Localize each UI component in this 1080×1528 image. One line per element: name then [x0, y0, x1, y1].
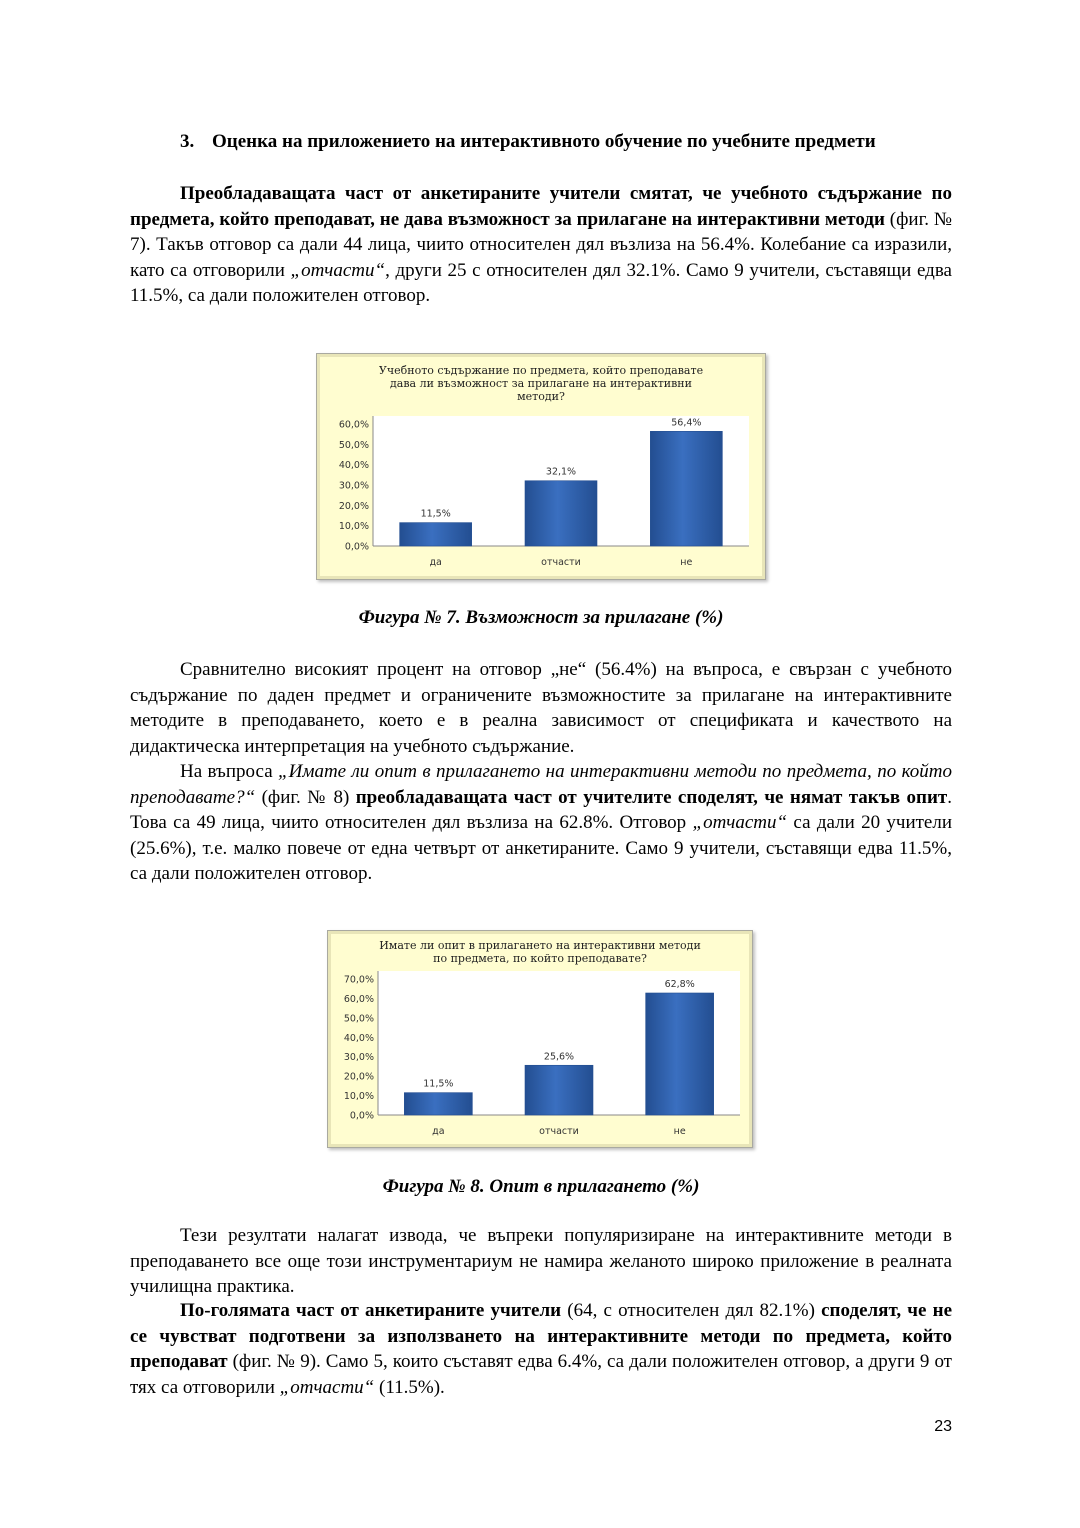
paragraph-4 [130, 1223, 952, 1300]
fig7-y-tick-label: 0,0% [344, 541, 369, 553]
paragraph-3-text-a: На въпроса [180, 761, 279, 782]
fig8-bar-0 [404, 1093, 472, 1115]
fig8-title-line: Имате ли опит в прилагането на интерактивни методи [379, 939, 701, 952]
section-title: Оценка на приложението на интерактивното обучение по учебните предмети [212, 131, 876, 152]
paragraph-4-text: Тези резултати налагат извода, че въпреки популяризиране на интерактивните методи в преподаването все още този инструментариум не намира желаното широко приложение в реалната училищна практика. [130, 1225, 952, 1297]
fig7-x-tick-label-2: не [680, 557, 693, 568]
paragraph-1-text-a: (фиг. № 7). Такъв отговор са дали 44 лица, чиито относителен дял възлиза на 56.4%. Колебание са изразили, като са отговорили [130, 208, 953, 281]
page-number: 23 [934, 1418, 952, 1435]
paragraph-3-italic-answer: „отчасти“ [692, 812, 788, 833]
fig8-data-label-1: 25,6% [543, 1051, 575, 1063]
fig8-x-tick-label-2: не [673, 1126, 686, 1137]
fig8-y-tick-label: 30,0% [343, 1052, 374, 1064]
fig8-y-tick-label: 40,0% [343, 1032, 374, 1044]
fig8-y-tick-label: 60,0% [343, 993, 374, 1005]
fig7-data-label-0: 11,5% [420, 508, 451, 520]
fig8-data-label-2: 62,8% [664, 978, 695, 990]
fig8-y-tick-label: 20,0% [343, 1071, 374, 1083]
fig7-data-label-1: 32,1% [545, 466, 577, 478]
paragraph-5-bold-a: По-голямата част от анкетираните учители [180, 1300, 562, 1321]
fig8-x-tick-label-1: отчасти [539, 1126, 579, 1137]
paragraph-3-text-b: (фиг. № 8) [255, 786, 356, 808]
fig7-y-tick-label: 20,0% [338, 500, 369, 512]
figure-8-plot [328, 931, 752, 1147]
figure-8-caption: Фигура № 8. Опит в прилагането (%) [382, 1176, 700, 1197]
paragraph-5-bold-b: споделят, че не се чувстват подготвени за използването на интерактивните методи по предмета, който преподават [130, 1300, 953, 1372]
paragraph-1-italic: „отчасти“ [290, 259, 386, 281]
fig7-y-tick-label: 60,0% [338, 419, 369, 431]
paragraph-1-bold: Преобладаващата част от анкетираните учители смятат, че учебното съдържание по предмета, който преподават, не дава възможност за прилагане на интерактивни методи [130, 183, 952, 230]
paragraph-3-text-c: . Това са 49 лица, чиито относителен дял възлиза на 62.8%. Отговор [130, 786, 952, 833]
paragraph-3-text-d: са дали 20 учители (25.6%), т.е. малко повече от една четвърт от анкетираните. Само 9 учители, съставящи едва 11.5%, са дали положителен отговор. [130, 812, 953, 884]
fig8-bar-2 [646, 993, 714, 1115]
fig7-title-line: дава ли възможност за прилагане на интерактивни [390, 377, 692, 390]
fig7-title-line: Учебното съдържание по предмета, който преподавате [378, 364, 704, 377]
fig7-data-label-2: 56,4% [671, 417, 702, 429]
fig8-y-tick-label: 70,0% [343, 974, 374, 986]
paragraph-2 [130, 657, 952, 759]
paragraph-5 [130, 1298, 952, 1400]
fig7-x-tick-label-1: отчасти [541, 557, 581, 568]
paragraph-3-bold: преобладаващата част от учителите споделят, че нямат такъв опит [355, 786, 948, 808]
fig8-bar-1 [525, 1065, 593, 1115]
paragraph-5-text-a: (64, с относителен дял 82.1%) [561, 1300, 822, 1321]
paragraph-5-text-b: (фиг. № 9). Само 5, които съставят едва 6.4%, са дали положителен отговор, а други 9 от тях са отговорили [130, 1351, 952, 1398]
section-number: 3. [180, 131, 195, 152]
fig7-y-tick-label: 30,0% [338, 480, 369, 492]
fig8-y-tick-label: 0,0% [349, 1110, 374, 1122]
fig8-x-tick-label-0: да [432, 1126, 445, 1137]
paragraph-2-text: Сравнително високият процент на отговор „не“ (56.4%) на въпроса, е свързан с учебното съдържание по даден предмет и ограничените възможностите за прилагане на интерактивните методите в преподаването, което е в реална зависимост от спецификата и качеството на дидактическа интерпретация на учебното съдържание. [130, 659, 952, 757]
figure-8-chart [327, 930, 753, 1148]
fig8-data-label-0: 11,5% [423, 1078, 454, 1090]
fig8-y-tick-label: 10,0% [343, 1091, 374, 1103]
fig7-title-line: методи? [517, 390, 565, 403]
fig7-y-tick-label: 10,0% [338, 521, 369, 533]
fig7-bar-2 [650, 431, 722, 546]
paragraph-1 [130, 181, 952, 309]
fig7-x-tick-label-0: да [429, 557, 442, 568]
fig7-bar-1 [525, 481, 597, 546]
paragraph-1-text-b: , други 25 с относителен дял 32.1%. Само 9 учители, съставящи едва 11.5%, са дали положителен отговор. [130, 259, 952, 306]
figure-7-chart [316, 353, 766, 580]
paragraph-5-italic: „отчасти“ [279, 1376, 375, 1398]
fig8-title-line: по предмета, по който преподавате? [433, 952, 647, 965]
fig7-bar-0 [400, 523, 472, 546]
paragraph-5-text-c: (11.5%). [374, 1376, 445, 1398]
paragraph-3-italic-question: „Имате ли опит в прилагането на интерактивни методи по предмета, по който преподавате?“ [130, 761, 952, 808]
fig8-y-tick-label: 50,0% [343, 1013, 374, 1025]
paragraph-3 [130, 759, 952, 887]
figure-7-caption: Фигура № 7. Възможност за прилагане (%) [358, 607, 724, 628]
fig7-y-tick-label: 40,0% [338, 460, 369, 472]
fig7-y-tick-label: 50,0% [338, 439, 369, 451]
figure-7-plot [317, 354, 765, 579]
